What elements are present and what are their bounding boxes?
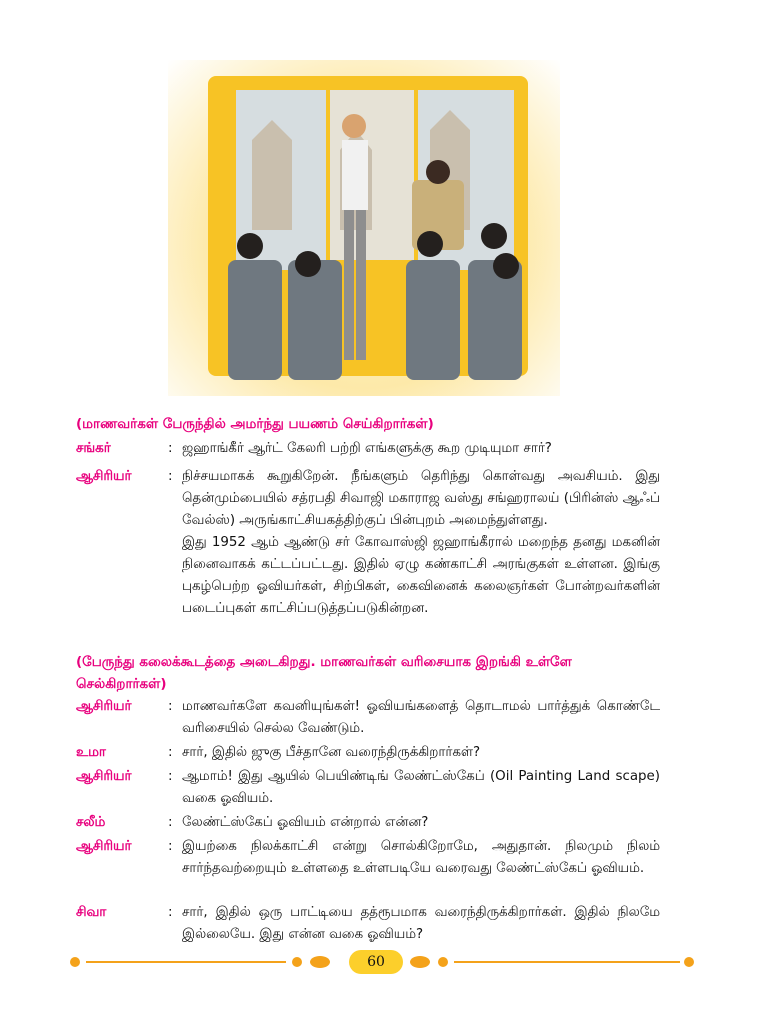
speaker-name: ஆசிரியர்: [76, 699, 132, 714]
dialogue-text: இயற்கை நிலக்காட்சி என்று சொல்கிறோமே, அதுதான். நிலமும் நிலம் சார்ந்தவற்றையும் உள்ளதை உள்ளபடியே வரைவது லேண்ட்ஸ்கேப் ஓவியம்.: [182, 839, 660, 876]
page-number: 60: [349, 950, 403, 974]
stage-direction-1: (மாணவர்கள் பேருந்தில் அமர்ந்து பயணம் செய்கிறார்கள்): [76, 416, 434, 432]
dialogue-row: [76, 766, 688, 810]
dialogue-row: [76, 836, 688, 902]
dialogue-row: [76, 466, 688, 644]
dialogue-row: [76, 438, 688, 460]
dialogue-text: லேண்ட்ஸ்கேப் ஓவியம் என்றால் என்ன?: [182, 815, 429, 830]
footer-rule: [454, 961, 680, 963]
colon-separator: :: [168, 905, 173, 920]
colon-separator: :: [168, 699, 173, 714]
footer-rule: [86, 961, 286, 963]
dialogue-row: [76, 902, 688, 946]
colon-separator: :: [168, 839, 173, 854]
dialogue-row: [76, 742, 688, 764]
bus-interior-illustration-icon: [168, 60, 560, 396]
speaker-name: உமா: [76, 745, 106, 760]
speaker-name: சலீம்: [76, 815, 106, 830]
speaker-name: ஆசிரியர்: [76, 469, 132, 484]
footer-oval-icon: [310, 956, 330, 968]
stage-direction-3: செல்கிறார்கள்): [76, 676, 167, 692]
dialogue-text: ஜஹாங்கீர் ஆர்ட் கேலரி பற்றி எங்களுக்கு கூற முடியுமா சார்?: [182, 441, 552, 456]
colon-separator: :: [168, 815, 173, 830]
dialogue-row: [76, 812, 688, 834]
dialogue-row: [76, 696, 688, 740]
footer-dot-icon: [684, 957, 694, 967]
bus-illustration: [168, 60, 560, 396]
colon-separator: :: [168, 745, 173, 760]
dialogue-text: சார், இதில் ஜுகு பீச்தானே வரைந்திருக்கிறார்கள்?: [182, 745, 481, 760]
speaker-name: சிவா: [76, 905, 107, 920]
speaker-name: ஆசிரியர்: [76, 769, 132, 784]
footer-dot-icon: [292, 957, 302, 967]
stage-direction-2: (பேருந்து கலைக்கூடத்தை அடைகிறது. மாணவர்கள் வரிசையாக இறங்கி உள்ளே: [76, 654, 572, 670]
colon-separator: :: [168, 469, 173, 484]
dialogue-text: நிச்சயமாகக் கூறுகிறேன். நீங்களும் தெரிந்து கொள்வது அவசியம். இது தென்மும்பையில் சத்ரபதி சிவாஜி மகாராஜ வஸ்து சங்ஹராலய் (பிரின்ஸ் ஆஃப் வேல்ஸ்) அருங்காட்சியகத்திற்குப் பின்புறம் அமைந்துள்ளது. இது 1952 ஆம் ஆண்டு சர் கோவாஸ்ஜி ஜஹாங்கீரால் மறைந்த தனது மகனின் நினைவாகக் கட்டப்பட்டது. இதில் ஏழு கண்காட்சி அரங்குகள் உள்ளன. இங்கு புகழ்பெற்ற ஓவியர்கள், சிற்பிகள், கைவினைக் கலைஞர்கள் போன்றவர்களின் படைப்புகள் காட்சிப்படுத்தப்படுகின்றன.: [182, 469, 660, 616]
footer-dot-icon: [438, 957, 448, 967]
footer-dot-icon: [70, 957, 80, 967]
footer-oval-icon: [410, 956, 430, 968]
speaker-name: ஆசிரியர்: [76, 839, 132, 854]
dialogue-text: சார், இதில் ஒரு பாட்டியை தத்ரூபமாக வரைந்திருக்கிறார்கள். இதில் நிலமே இல்லையே. இது என்ன வகை ஓவியம்?: [182, 905, 660, 942]
speaker-name: சங்கர்: [76, 441, 111, 456]
dialogue-text: மாணவர்களே கவனியுங்கள்! ஓவியங்களைத் தொடாமல் பார்த்துக் கொண்டே வரிசையில் செல்ல வேண்டும்.: [182, 699, 660, 736]
page-footer: [70, 950, 696, 974]
colon-separator: :: [168, 441, 173, 456]
dialogue-text: ஆமாம்! இது ஆயில் பெயிண்டிங் லேண்ட்ஸ்கேப் (Oil Painting Land scape) வகை ஓவியம்.: [182, 769, 660, 806]
colon-separator: :: [168, 769, 173, 784]
